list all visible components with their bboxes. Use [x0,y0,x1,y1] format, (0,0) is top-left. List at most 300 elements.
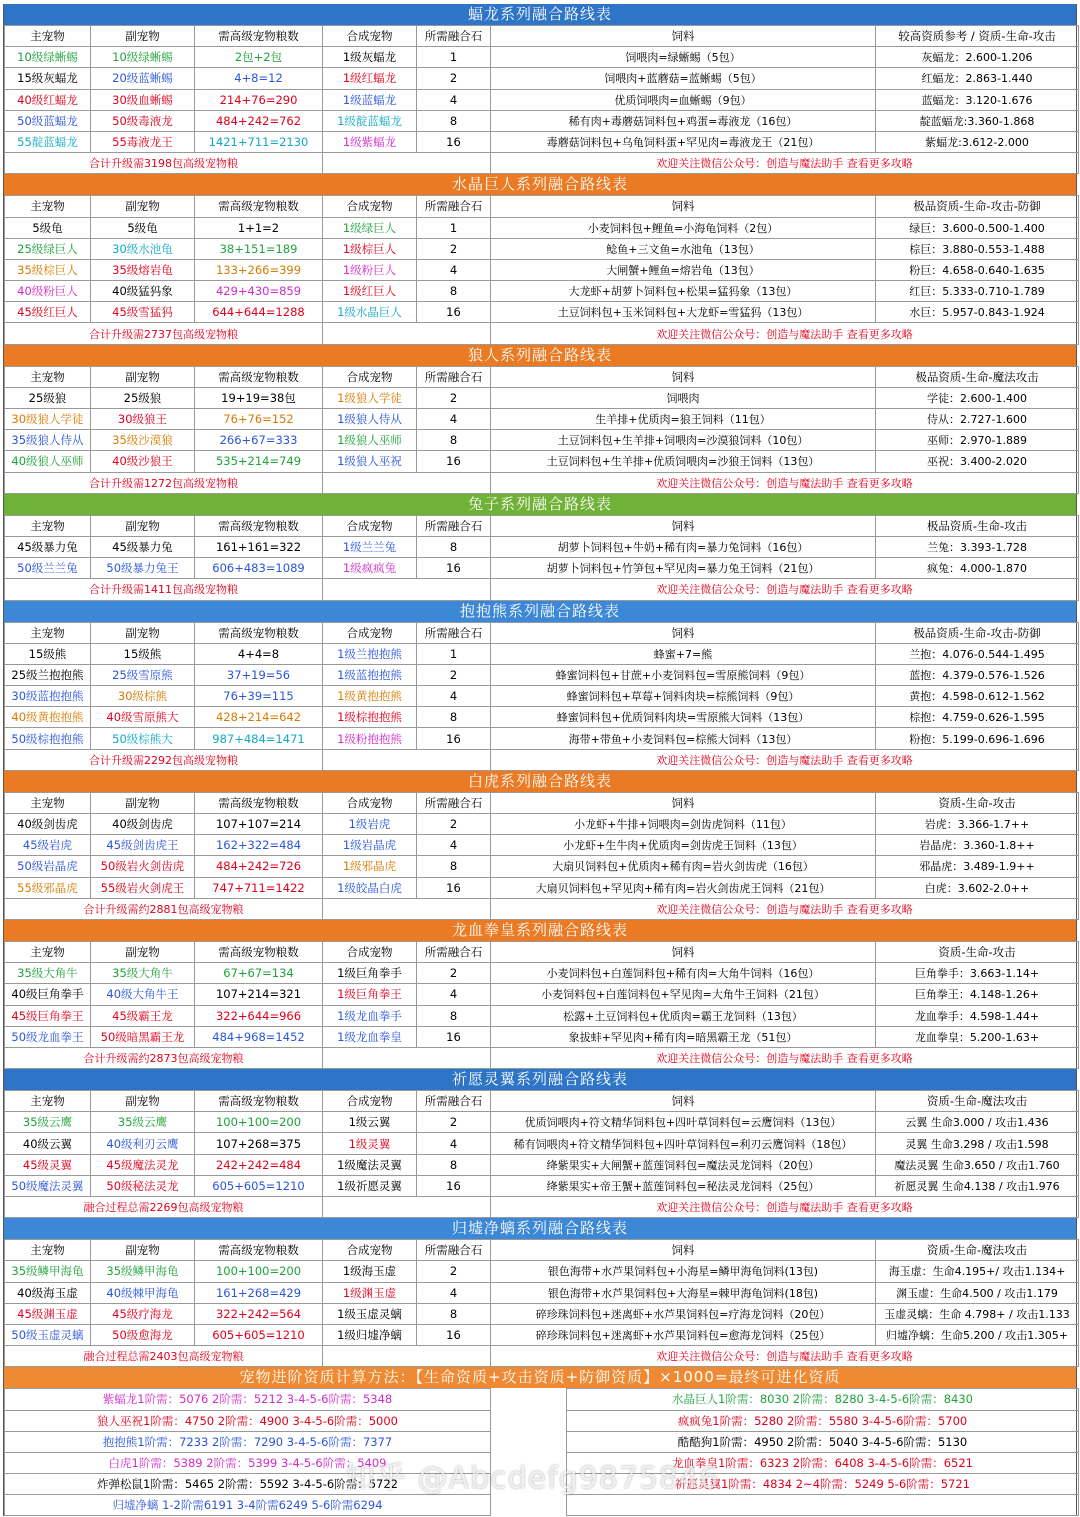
table-row [5,217,1079,238]
result-pet: 1级巨角拳王 [323,984,417,1005]
aptitude: 玉虚灵螭：生命 4.798+ / 攻击1.133 [876,1303,1079,1324]
feed-recipe: 饲喂肉 [491,387,876,408]
main-pet-header: 主宠物 [5,622,91,643]
result-pet-header: 合成宠物 [323,196,417,217]
feed-header: 饲料 [491,1091,876,1112]
result-pet: 1级红巨人 [323,281,417,302]
aptitude: 红蝠龙：2.863-1.440 [876,68,1079,89]
aptitude: 靛蓝蝠龙:3.360-1.868 [876,110,1079,131]
sub-pet: 35级沙漠狼 [91,430,195,451]
welcome-text: 欢迎关注微信公众号：创造与魔法助手 查看更多攻略 [491,898,1079,919]
feed-recipe: 碎珍珠饲料包+迷离虾+水芦果饲料包=疗海龙饲料（20包） [491,1303,876,1324]
sub-pet: 15级熊 [91,643,195,664]
feed-recipe: 鲶鱼+三文鱼=水池龟（13包） [491,238,876,259]
main-pet: 50级兰兰兔 [5,558,91,579]
sub-pet-header: 副宠物 [91,941,195,962]
main-pet: 50级蓝蝠龙 [5,110,91,131]
sub-pet: 40级剑齿虎 [91,814,195,835]
main-pet: 40级云翼 [5,1133,91,1154]
stone-count: 16 [417,728,491,749]
stone-count: 2 [417,238,491,259]
stone-count: 16 [417,877,491,898]
feed-recipe: 大扇贝饲料包+优质肉+稀有肉=岩火剑齿虎（16包） [491,856,876,877]
stone-count: 4 [417,89,491,110]
aptitude-header: 资质-生命-魔法攻击 [876,1091,1079,1112]
feed-recipe: 银色海带+水芦果饲料包+大海星=棘甲海龟饲料(18包) [491,1282,876,1303]
main-pet: 55靛蓝蝠龙 [5,131,91,152]
table-row [5,1112,1079,1133]
grain-count: 161+268=429 [195,1282,323,1303]
table-row [5,728,1079,749]
main-pet: 40级剑齿虎 [5,814,91,835]
main-pet-header: 主宠物 [5,26,91,47]
summary-row [5,323,1079,344]
aptitude: 白虎：3.602-2.0++ [876,877,1079,898]
feed-recipe: 银色海带+水芦果饲料包+小海星=鳞甲海龟饲料(13包) [491,1261,876,1282]
grain-count: 242+242=484 [195,1154,323,1175]
result-pet: 1级靛蓝蝠龙 [323,110,417,131]
stone-header: 所需融合石 [417,366,491,387]
main-pet-header: 主宠物 [5,196,91,217]
table-row [5,1303,1079,1324]
table-row [5,686,1079,707]
aptitude-header: 资质-生命-攻击 [876,792,1079,813]
route-table [4,195,1079,344]
stone-header: 所需融合石 [417,1091,491,1112]
main-pet-header: 主宠物 [5,366,91,387]
main-pet: 40级红蝠龙 [5,89,91,110]
sub-pet-header: 副宠物 [91,26,195,47]
route-section [3,601,1077,771]
summary-row [5,1346,1079,1367]
result-pet: 1级灰蝠龙 [323,47,417,68]
result-pet-header: 合成宠物 [323,941,417,962]
main-pet-header: 主宠物 [5,792,91,813]
sub-pet: 45级剑齿虎王 [91,835,195,856]
result-pet: 1级紫蝠龙 [323,131,417,152]
aptitude-header: 资质-生命-攻击 [876,941,1079,962]
stone-header: 所需融合石 [417,196,491,217]
sub-pet: 20级蓝蜥蜴 [91,68,195,89]
table-row [5,68,1079,89]
section-title: 祈愿灵翼系列融合路线表 [4,1069,1076,1090]
main-pet-header: 主宠物 [5,1091,91,1112]
table-row [5,430,1079,451]
main-pet: 40级黄抱抱熊 [5,707,91,728]
summary-text: 合计升级需2292包高级宠物粮 [5,749,323,770]
result-pet: 1级归墟净螭 [323,1324,417,1345]
stone-count: 2 [417,664,491,685]
sub-pet-header: 副宠物 [91,622,195,643]
grain-count: 4+4=8 [195,643,323,664]
grain-count: 605+605=1210 [195,1175,323,1196]
requirement-right: 祈愿灵翼1阶需：4834 2~4阶需：5249 5-6阶需：5721 [567,1474,1079,1495]
stone-count: 8 [417,1154,491,1175]
feed-header: 饲料 [491,1240,876,1261]
summary-row [5,153,1079,174]
aptitude: 兰抱：4.076-0.544-1.495 [876,643,1079,664]
aptitude: 侍从：2.727-1.600 [876,409,1079,430]
sub-pet: 40级大角牛王 [91,984,195,1005]
feed-recipe: 绛紫果实+帝王蟹+蓝莲饲料包=秘法灵龙饲料（25包） [491,1175,876,1196]
welcome-text: 欢迎关注微信公众号：创造与魔法助手 查看更多攻略 [491,1047,1079,1068]
aptitude: 邪晶虎：3.489-1.9++ [876,856,1079,877]
summary-text: 合计升级需约2873包高级宠物粮 [5,1047,323,1068]
aptitude: 紫蝠龙:3.612-2.000 [876,131,1079,152]
feed-recipe: 蜂蜜饲料包+优质饲料肉块=雪原熊大饲料（13包） [491,707,876,728]
aptitude: 巨角拳手：3.663-1.14+ [876,963,1079,984]
sub-pet: 50级愈海龙 [91,1324,195,1345]
result-pet: 1级黄抱抱熊 [323,686,417,707]
result-pet: 1级狼人巫祝 [323,451,417,472]
table-row [5,131,1079,152]
feed-header: 饲料 [491,26,876,47]
table-row [5,89,1079,110]
requirement-right: 龙血拳皇1阶需：6323 2阶需：6408 3-4-5-6阶需：6521 [567,1452,1079,1473]
header-row [5,1091,1079,1112]
sub-pet: 45级魔法灵龙 [91,1154,195,1175]
section-title: 龙血拳皇系列融合路线表 [4,920,1076,941]
grain-header: 需高级宠物粮数 [195,366,323,387]
aptitude-header: 极品资质-生命-攻击-防御 [876,622,1079,643]
feed-recipe: 象拔蚌+罕见肉+稀有肉=暗黑霸王龙（51包） [491,1026,876,1047]
sub-pet: 40级沙狼王 [91,451,195,472]
summary-gap [323,1047,491,1068]
grain-count: 747+711=1422 [195,877,323,898]
requirement-left: 归墟净螭 1-2阶需6191 3-4阶需6249 5-6阶需6294 [5,1495,491,1516]
main-pet: 50级棕抱抱熊 [5,728,91,749]
requirement-left: 抱抱熊1阶需：7233 2阶需：7290 3-4-5-6阶需：7377 [5,1431,491,1452]
sub-pet: 45级雪猛犸 [91,302,195,323]
section-title: 水晶巨人系列融合路线表 [4,174,1076,195]
sub-pet: 35级鳞甲海龟 [91,1261,195,1282]
grain-count: 484+242=726 [195,856,323,877]
aptitude-header: 极品资质-生命-攻击 [876,515,1079,536]
grain-count: 428+214=642 [195,707,323,728]
aptitude: 黄抱：4.598-0.612-1.562 [876,686,1079,707]
result-pet: 1级兰抱抱熊 [323,643,417,664]
sub-pet: 10级绿蜥蜴 [91,47,195,68]
header-row [5,622,1079,643]
requirement-gap [491,1431,567,1452]
feed-recipe: 蜂蜜饲料包+甘蔗+小麦饲料包=雪原熊饲料（9包） [491,664,876,685]
summary-row [5,898,1079,919]
aptitude: 灵翼 生命3.298 / 攻击1.598 [876,1133,1079,1154]
aptitude: 渊玉虚：生命4.500 / 攻击1.179 [876,1282,1079,1303]
summary-gap [323,898,491,919]
result-pet-header: 合成宠物 [323,622,417,643]
aptitude: 粉巨：4.658-0.640-1.635 [876,259,1079,280]
result-pet: 1级皎晶白虎 [323,877,417,898]
stone-count: 4 [417,409,491,430]
welcome-text: 欢迎关注微信公众号：创造与魔法助手 查看更多攻略 [491,153,1079,174]
footer-title: 宠物进阶资质计算方法：【生命资质+攻击资质+防御资质】×1000=最终可进化资质 [4,1367,1076,1388]
result-pet: 1级蓝蝠龙 [323,89,417,110]
route-section [3,345,1077,494]
main-pet-header: 主宠物 [5,1240,91,1261]
grain-count: 484+968=1452 [195,1026,323,1047]
sub-pet: 25级雪原熊 [91,664,195,685]
main-pet: 45级渊玉虚 [5,1303,91,1324]
table-row [5,664,1079,685]
aptitude: 巫祝：3.400-2.020 [876,451,1079,472]
stone-count: 4 [417,1282,491,1303]
main-pet: 50级玉虚灵螭 [5,1324,91,1345]
summary-gap [323,579,491,600]
route-table [4,366,1079,494]
result-pet: 1级海玉虚 [323,1261,417,1282]
result-pet: 1级蓝抱抱熊 [323,664,417,685]
stone-count: 1 [417,643,491,664]
requirement-gap [491,1389,567,1410]
result-pet: 1级巨角拳手 [323,963,417,984]
feed-header: 饲料 [491,792,876,813]
result-pet: 1级岩虎 [323,814,417,835]
route-table [4,1090,1079,1218]
route-section [3,920,1077,1069]
header-row [5,792,1079,813]
result-pet: 1级狼人学徒 [323,387,417,408]
grain-count: 162+322=484 [195,835,323,856]
aptitude: 巨角拳王：4.148-1.26+ [876,984,1079,1005]
summary-text: 合计升级需1411包高级宠物粮 [5,579,323,600]
feed-recipe: 稀有肉+毒蘑菇饲料包+鸡蛋=毒液龙（16包） [491,110,876,131]
grain-header: 需高级宠物粮数 [195,515,323,536]
main-pet: 25级兰抱抱熊 [5,664,91,685]
summary-gap [323,153,491,174]
requirement-gap [491,1495,567,1516]
aptitude: 棕巨：3.880-0.553-1.488 [876,238,1079,259]
grain-header: 需高级宠物粮数 [195,196,323,217]
result-pet: 1级岩晶虎 [323,835,417,856]
result-pet: 1级水晶巨人 [323,302,417,323]
main-pet: 45级巨角拳王 [5,1005,91,1026]
stone-header: 所需融合石 [417,515,491,536]
requirement-right: 疯疯兔1阶需：5280 2阶需：5580 3-4-5-6阶需：5700 [567,1410,1079,1431]
sub-pet: 55级岩火剑虎王 [91,877,195,898]
route-section [3,1218,1077,1367]
requirement-row [5,1495,1079,1516]
result-pet: 1级粉巨人 [323,259,417,280]
table-row [5,1175,1079,1196]
result-pet: 1级兰兰兔 [323,536,417,557]
feed-recipe: 蜂蜜饲料包+草莓+饲料肉块=棕熊饲料（9包） [491,686,876,707]
table-row [5,387,1079,408]
feed-recipe: 绛紫果实+大闸蟹+蓝莲饲料包=魔法灵龙饲料（20包） [491,1154,876,1175]
requirement-right: 水晶巨人1阶需：8030 2阶需：8280 3-4-5-6阶需：8430 [567,1389,1079,1410]
grain-count: 987+484=1471 [195,728,323,749]
main-pet: 25级绿巨人 [5,238,91,259]
grain-count: 107+107=214 [195,814,323,835]
main-pet: 55级邪晶虎 [5,877,91,898]
stone-count: 16 [417,1175,491,1196]
stone-count: 4 [417,835,491,856]
grain-count: 4+8=12 [195,68,323,89]
result-pet: 1级邪晶虎 [323,856,417,877]
main-pet: 30级狼人学徒 [5,409,91,430]
route-table [4,941,1079,1069]
aptitude: 学徒：2.600-1.400 [876,387,1079,408]
stone-count: 16 [417,451,491,472]
sub-pet: 35级大角牛 [91,963,195,984]
sub-pet-header: 副宠物 [91,366,195,387]
route-section [3,494,1077,601]
requirement-row [5,1389,1079,1410]
feed-recipe: 松露+土豆饲料包+优质肉=霸王龙饲料（13包） [491,1005,876,1026]
aptitude: 岩虎：3.366-1.7++ [876,814,1079,835]
result-pet-header: 合成宠物 [323,26,417,47]
header-row [5,366,1079,387]
aptitude: 祈愿灵翼 生命4.138 / 攻击1.976 [876,1175,1079,1196]
result-pet: 1级云翼 [323,1112,417,1133]
table-row [5,877,1079,898]
stone-count: 2 [417,387,491,408]
feed-header: 饲料 [491,196,876,217]
stone-count: 8 [417,536,491,557]
route-table [4,792,1079,920]
grain-count: 606+483=1089 [195,558,323,579]
result-pet: 1级狼人侍从 [323,409,417,430]
result-pet: 1级红蝠龙 [323,68,417,89]
feed-recipe: 蜂蜜+7=熊 [491,643,876,664]
main-pet: 45级灵翼 [5,1154,91,1175]
result-pet: 1级玉虚灵螭 [323,1303,417,1324]
table-row [5,1324,1079,1345]
stone-count: 1 [417,217,491,238]
sub-pet-header: 副宠物 [91,792,195,813]
aptitude: 水巨：5.957-0.843-1.924 [876,302,1079,323]
summary-text: 合计升级需2737包高级宠物粮 [5,323,323,344]
requirement-left: 紫蝠龙1阶需：5076 2阶需：5212 3-4-5-6阶需：5348 [5,1389,491,1410]
stone-count: 4 [417,259,491,280]
grain-header: 需高级宠物粮数 [195,1240,323,1261]
stone-count: 16 [417,131,491,152]
sub-pet-header: 副宠物 [91,1240,195,1261]
sub-pet: 25级狼 [91,387,195,408]
main-pet: 30级蓝抱抱熊 [5,686,91,707]
main-pet: 35级狼人侍从 [5,430,91,451]
sub-pet-header: 副宠物 [91,196,195,217]
sub-pet: 50级暗黑霸王龙 [91,1026,195,1047]
grain-count: 76+76=152 [195,409,323,430]
table-row [5,110,1079,131]
grain-count: 322+644=966 [195,1005,323,1026]
result-pet: 1级疯疯兔 [323,558,417,579]
header-row [5,1240,1079,1261]
sub-pet: 40级雪原熊大 [91,707,195,728]
sub-pet-header: 副宠物 [91,515,195,536]
summary-gap [323,323,491,344]
grain-count: 322+242=564 [195,1303,323,1324]
table-row [5,281,1079,302]
main-pet: 45级暴力兔 [5,536,91,557]
table-row [5,1133,1079,1154]
main-pet: 40级巨角拳手 [5,984,91,1005]
main-pet: 45级岩虎 [5,835,91,856]
main-pet: 40级粉巨人 [5,281,91,302]
aptitude: 海玉虚：生命4.195+/ 攻击1.134+ [876,1261,1079,1282]
feed-header: 饲料 [491,366,876,387]
feed-recipe: 小龙虾+牛排+饲喂肉=剑齿虎饲料（11包） [491,814,876,835]
sub-pet: 35级熔岩龟 [91,259,195,280]
stone-count: 16 [417,558,491,579]
grain-count: 37+19=56 [195,664,323,685]
grain-count: 1421+711=2130 [195,131,323,152]
stone-count: 8 [417,1005,491,1026]
main-pet: 50级魔法灵翼 [5,1175,91,1196]
aptitude: 岩晶虎：3.360-1.8++ [876,835,1079,856]
table-row [5,984,1079,1005]
main-pet: 40级狼人巫师 [5,451,91,472]
stone-count: 8 [417,110,491,131]
requirement-left: 白虎1阶需：5389 2阶需：5399 3-4-5-6阶需：5409 [5,1452,491,1473]
result-pet: 1级棕巨人 [323,238,417,259]
route-table [4,1239,1079,1367]
summary-gap [323,1197,491,1218]
header-row [5,26,1079,47]
aptitude: 灰蝠龙：2.600-1.206 [876,47,1079,68]
sub-pet: 40级猛犸象 [91,281,195,302]
stone-header: 所需融合石 [417,622,491,643]
feed-recipe: 小麦饲料包+白莲饲料包+罕见肉=大角牛王饲料（21包） [491,984,876,1005]
grain-count: 67+67=134 [195,963,323,984]
sub-pet: 30级血蜥蜴 [91,89,195,110]
watermark: 知乎 @Abcdefg9875846 [345,1461,720,1496]
requirement-gap [491,1410,567,1431]
result-pet: 1级粉抱抱熊 [323,728,417,749]
feed-recipe: 饲喂肉+蓝蘑菇=蓝蜥蜴（5包） [491,68,876,89]
sub-pet: 50级棕熊大 [91,728,195,749]
feed-recipe: 海带+带鱼+小麦饲料包=棕熊大饲料（13包） [491,728,876,749]
grain-count: 19+19=38包 [195,387,323,408]
feed-recipe: 胡萝卜饲料包+竹笋包+罕见肉=暴力兔王饲料（21包） [491,558,876,579]
feed-recipe: 大龙虾+胡萝卜饲料包+松果=猛犸象（13包） [491,281,876,302]
section-title: 归墟净螭系列融合路线表 [4,1218,1076,1239]
aptitude-header: 资质-生命-魔法攻击 [876,1240,1079,1261]
table-row [5,1261,1079,1282]
grain-count: 1+1=2 [195,217,323,238]
stone-header: 所需融合石 [417,26,491,47]
section-title: 抱抱熊系列融合路线表 [4,601,1076,622]
feed-recipe: 小麦饲料包+鲤鱼=小海龟饲料（2包） [491,217,876,238]
requirement-left: 炸弹松鼠1阶需：5465 2阶需：5592 3-4-5-6阶需：5722 [5,1474,491,1495]
table-row [5,643,1079,664]
result-pet-header: 合成宠物 [323,366,417,387]
summary-gap [323,749,491,770]
summary-row [5,1047,1079,1068]
grain-count: 605+605=1210 [195,1324,323,1345]
stone-header: 所需融合石 [417,941,491,962]
grain-count: 107+214=321 [195,984,323,1005]
route-table [4,622,1079,771]
feed-recipe: 生羊排+优质肉=狼王饲料（11包） [491,409,876,430]
grain-header: 需高级宠物粮数 [195,792,323,813]
aptitude: 棕抱：4.759-0.626-1.595 [876,707,1079,728]
section-title: 蝠龙系列融合路线表 [4,4,1076,25]
section-title: 狼人系列融合路线表 [4,345,1076,366]
header-row [5,515,1079,536]
grain-header: 需高级宠物粮数 [195,26,323,47]
feed-recipe: 土豆饲料包+生羊排+饲喂肉=沙漠狼饲料（10包） [491,430,876,451]
summary-text: 合计升级需约2881包高级宠物粮 [5,898,323,919]
sub-pet: 50级毒液龙 [91,110,195,131]
stone-count: 4 [417,686,491,707]
section-title: 兔子系列融合路线表 [4,494,1076,515]
grain-header: 需高级宠物粮数 [195,622,323,643]
main-pet-header: 主宠物 [5,941,91,962]
feed-recipe: 大闸蟹+鲤鱼=熔岩龟（13包） [491,259,876,280]
table-row [5,238,1079,259]
